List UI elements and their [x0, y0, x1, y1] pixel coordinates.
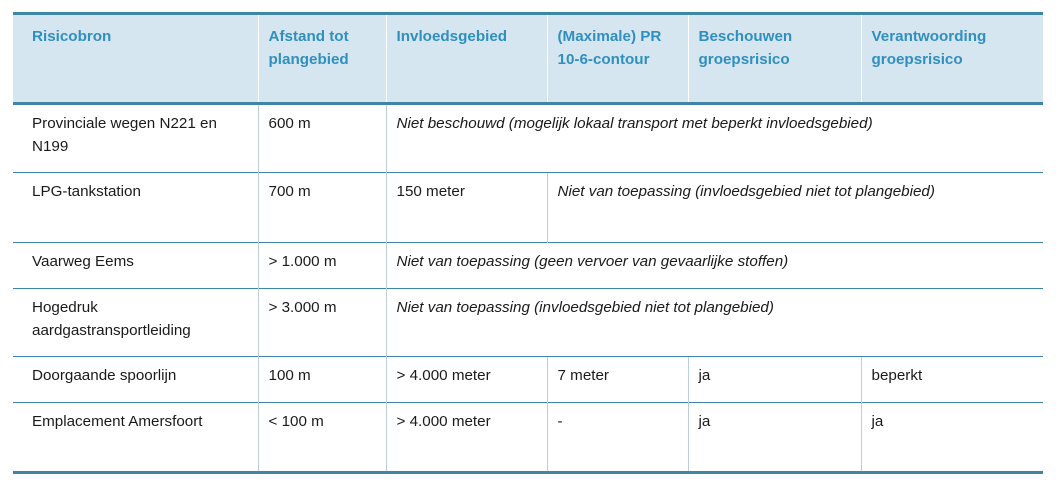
cell-afstand: 100 m — [258, 357, 386, 403]
table-row — [13, 243, 1043, 289]
cell-merged-note: Niet van toepassing (geen vervoer van gevaarlijke stoffen) — [386, 243, 1043, 289]
cell-risicobron: Vaarweg Eems — [13, 243, 258, 289]
cell-invloedsgebied: > 4.000 meter — [386, 403, 547, 473]
cell-risicobron: Provinciale wegen N221 en N199 — [13, 104, 258, 173]
cell-afstand: 700 m — [258, 173, 386, 243]
table-row — [13, 357, 1043, 403]
header-afstand: Afstand tot plangebied — [258, 14, 386, 104]
cell-afstand: > 1.000 m — [258, 243, 386, 289]
header-risicobron: Risicobron — [13, 14, 258, 104]
cell-invloedsgebied: 150 meter — [386, 173, 547, 243]
header-row — [13, 14, 1043, 104]
cell-pr-contour: - — [547, 403, 688, 473]
header-verantwoording: Verantwoording groepsrisico — [861, 14, 1043, 104]
table-row — [13, 104, 1043, 173]
header-beschouwen: Beschouwen groepsrisico — [688, 14, 861, 104]
cell-afstand: > 3.000 m — [258, 289, 386, 357]
table-row — [13, 403, 1043, 473]
cell-risicobron: LPG-tankstation — [13, 173, 258, 243]
cell-verantwoording: beperkt — [861, 357, 1043, 403]
cell-beschouwen: ja — [688, 403, 861, 473]
cell-verantwoording: ja — [861, 403, 1043, 473]
table-row — [13, 173, 1043, 243]
cell-risicobron: Doorgaande spoorlijn — [13, 357, 258, 403]
cell-afstand: 600 m — [258, 104, 386, 173]
cell-risicobron: Hogedruk aardgastransportleiding — [13, 289, 258, 357]
risk-sources-table — [13, 12, 1043, 474]
cell-afstand: < 100 m — [258, 403, 386, 473]
table-row — [13, 289, 1043, 357]
cell-pr-contour: 7 meter — [547, 357, 688, 403]
header-invloedsgebied: Invloedsgebied — [386, 14, 547, 104]
cell-risicobron: Emplacement Amersfoort — [13, 403, 258, 473]
cell-merged-note: Niet van toepassing (invloedsgebied niet tot plangebied) — [547, 173, 1043, 243]
cell-merged-note: Niet van toepassing (invloedsgebied niet tot plangebied) — [386, 289, 1043, 357]
cell-beschouwen: ja — [688, 357, 861, 403]
cell-merged-note: Niet beschouwd (mogelijk lokaal transport met beperkt invloedsgebied) — [386, 104, 1043, 173]
cell-invloedsgebied: > 4.000 meter — [386, 357, 547, 403]
header-pr-contour: (Maximale) PR 10-6-contour — [547, 14, 688, 104]
